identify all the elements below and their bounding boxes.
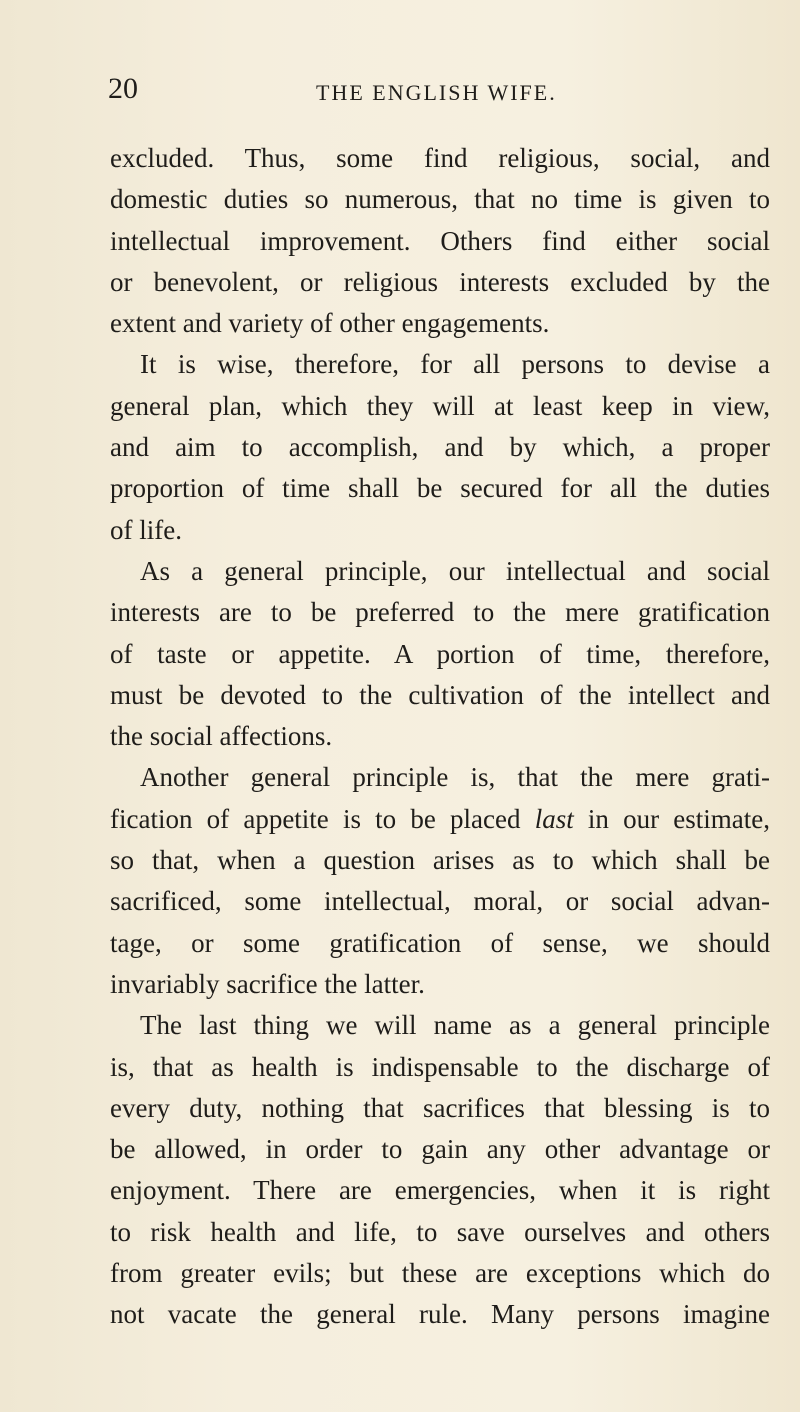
running-head: THE ENGLISH WIFE. — [316, 80, 557, 105]
text-line: of taste or appetite. A portion of time, therefore, — [110, 638, 770, 669]
text-line: The last thing we will name as a general principle — [140, 1010, 770, 1041]
text-line: and aim to accomplish, and by which, a proper — [110, 432, 770, 463]
text-line: fication of appetite is to be placed last in our estimate, — [110, 803, 770, 834]
text-line: from greater evils; but these are exceptions which do — [110, 1258, 770, 1289]
text-line: proportion of time shall be secured for all the duties — [110, 473, 770, 504]
text-line: sacrificed, some intellectual, moral, or social advan- — [110, 886, 770, 917]
body-text — [110, 138, 770, 1336]
text-line: of life. — [110, 514, 182, 545]
text-line: intellectual improvement. Others find either social — [110, 225, 770, 256]
text-line: not vacate the general rule. Many persons imagine — [110, 1299, 770, 1330]
text-line: is, that as health is indispensable to the discharge of — [110, 1051, 770, 1082]
text-line: tage, or some gratification of sense, we should — [110, 927, 770, 958]
text-line: be allowed, in order to gain any other advantage or — [110, 1134, 770, 1165]
text-line: excluded. Thus, some find religious, social, and — [110, 143, 770, 173]
text-line: interests are to be preferred to the mere gratification — [110, 597, 770, 628]
text-line: the social affections. — [110, 721, 333, 752]
text-line: every duty, nothing that sacrifices that blessing is to — [110, 1092, 770, 1123]
text-line: enjoyment. There are emergencies, when it is right — [110, 1175, 770, 1206]
text-line: general plan, which they will at least keep in view, — [110, 390, 770, 421]
text-line: to risk health and life, to save ourselves and others — [110, 1216, 770, 1247]
text-line: or benevolent, or religious interests excluded by the — [110, 266, 770, 297]
text-line: must be devoted to the cultivation of the intellect and — [110, 679, 770, 710]
text-line: As a general principle, our intellectual and social — [140, 555, 770, 586]
text-line: It is wise, therefore, for all persons to devise a — [140, 349, 770, 380]
text-line: domestic duties so numerous, that no time is given to — [110, 184, 770, 215]
text-line: extent and variety of other engagements. — [110, 308, 550, 339]
text-line: so that, when a question arises as to which shall be — [110, 845, 770, 876]
text-line: Another general principle is, that the mere grati- — [140, 762, 770, 793]
italic-word: last — [534, 803, 574, 834]
page-header — [108, 72, 748, 122]
text-line: invariably sacrifice the latter. — [110, 968, 425, 999]
page-number: 20 — [108, 72, 138, 105]
